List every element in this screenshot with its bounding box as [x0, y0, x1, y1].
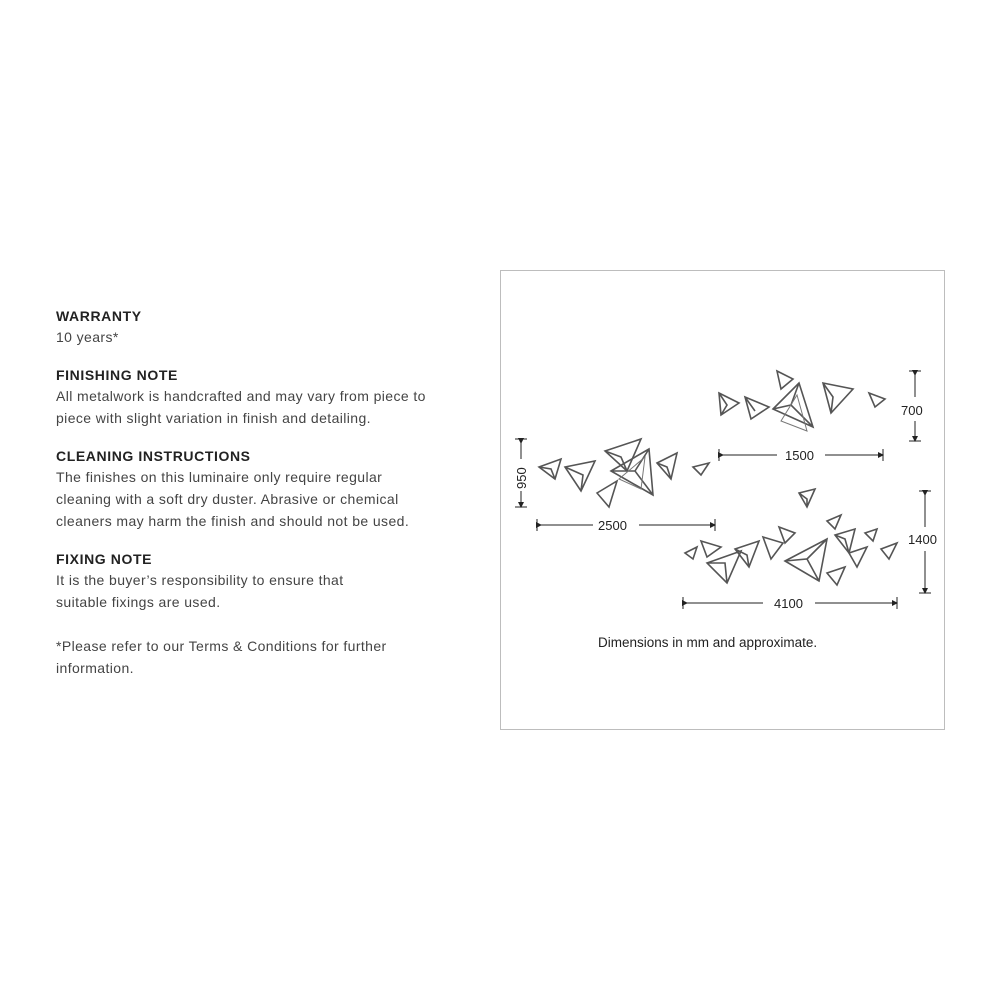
specifications-column [56, 306, 476, 679]
bottom-pendant-cluster [685, 489, 897, 585]
dimension-top-height [901, 371, 923, 441]
left-width-label: 2500 [598, 518, 627, 533]
finishing-note-text: All metalwork is handcrafted and may vary from piece to piece with slight variation in finish and detailing. [56, 388, 426, 426]
dimensions-caption: Dimensions in mm and approximate. [598, 635, 818, 650]
top-pendant-cluster [719, 371, 885, 431]
left-pendant-cluster [539, 439, 709, 507]
finishing-note-section [56, 365, 476, 429]
fixing-note-text: It is the buyer’s responsibility to ensure that suitable fixings are used. [56, 572, 344, 610]
cleaning-instructions-text: The finishes on this luminaire only require regular cleaning with a soft dry duster. Abrasive or chemical cleaners may harm the finish and should not be used. [56, 469, 410, 529]
terms-footnote: *Please refer to our Terms & Conditions for further information. [56, 638, 387, 676]
cleaning-instructions-heading: CLEANING INSTRUCTIONS [56, 448, 251, 464]
dimension-bottom-height [908, 491, 937, 593]
left-height-label: 950 [514, 467, 529, 489]
dimension-bottom-width [683, 596, 897, 611]
bottom-width-label: 4100 [774, 596, 803, 611]
top-height-label: 700 [901, 403, 923, 418]
warranty-section [56, 306, 476, 348]
dimension-left-height [514, 439, 529, 507]
dimension-top-width [719, 448, 883, 463]
fixing-note-heading: FIXING NOTE [56, 551, 153, 567]
fixing-note-section [56, 549, 476, 613]
cleaning-instructions-section [56, 446, 476, 532]
warranty-text: 10 years* [56, 329, 119, 345]
warranty-heading: WARRANTY [56, 308, 142, 324]
top-width-label: 1500 [785, 448, 814, 463]
dimension-left-width [537, 518, 715, 533]
dimension-diagram [500, 270, 945, 730]
finishing-note-heading: FINISHING NOTE [56, 367, 178, 383]
dimension-diagram-drawing [501, 271, 946, 731]
bottom-height-label: 1400 [908, 532, 937, 547]
